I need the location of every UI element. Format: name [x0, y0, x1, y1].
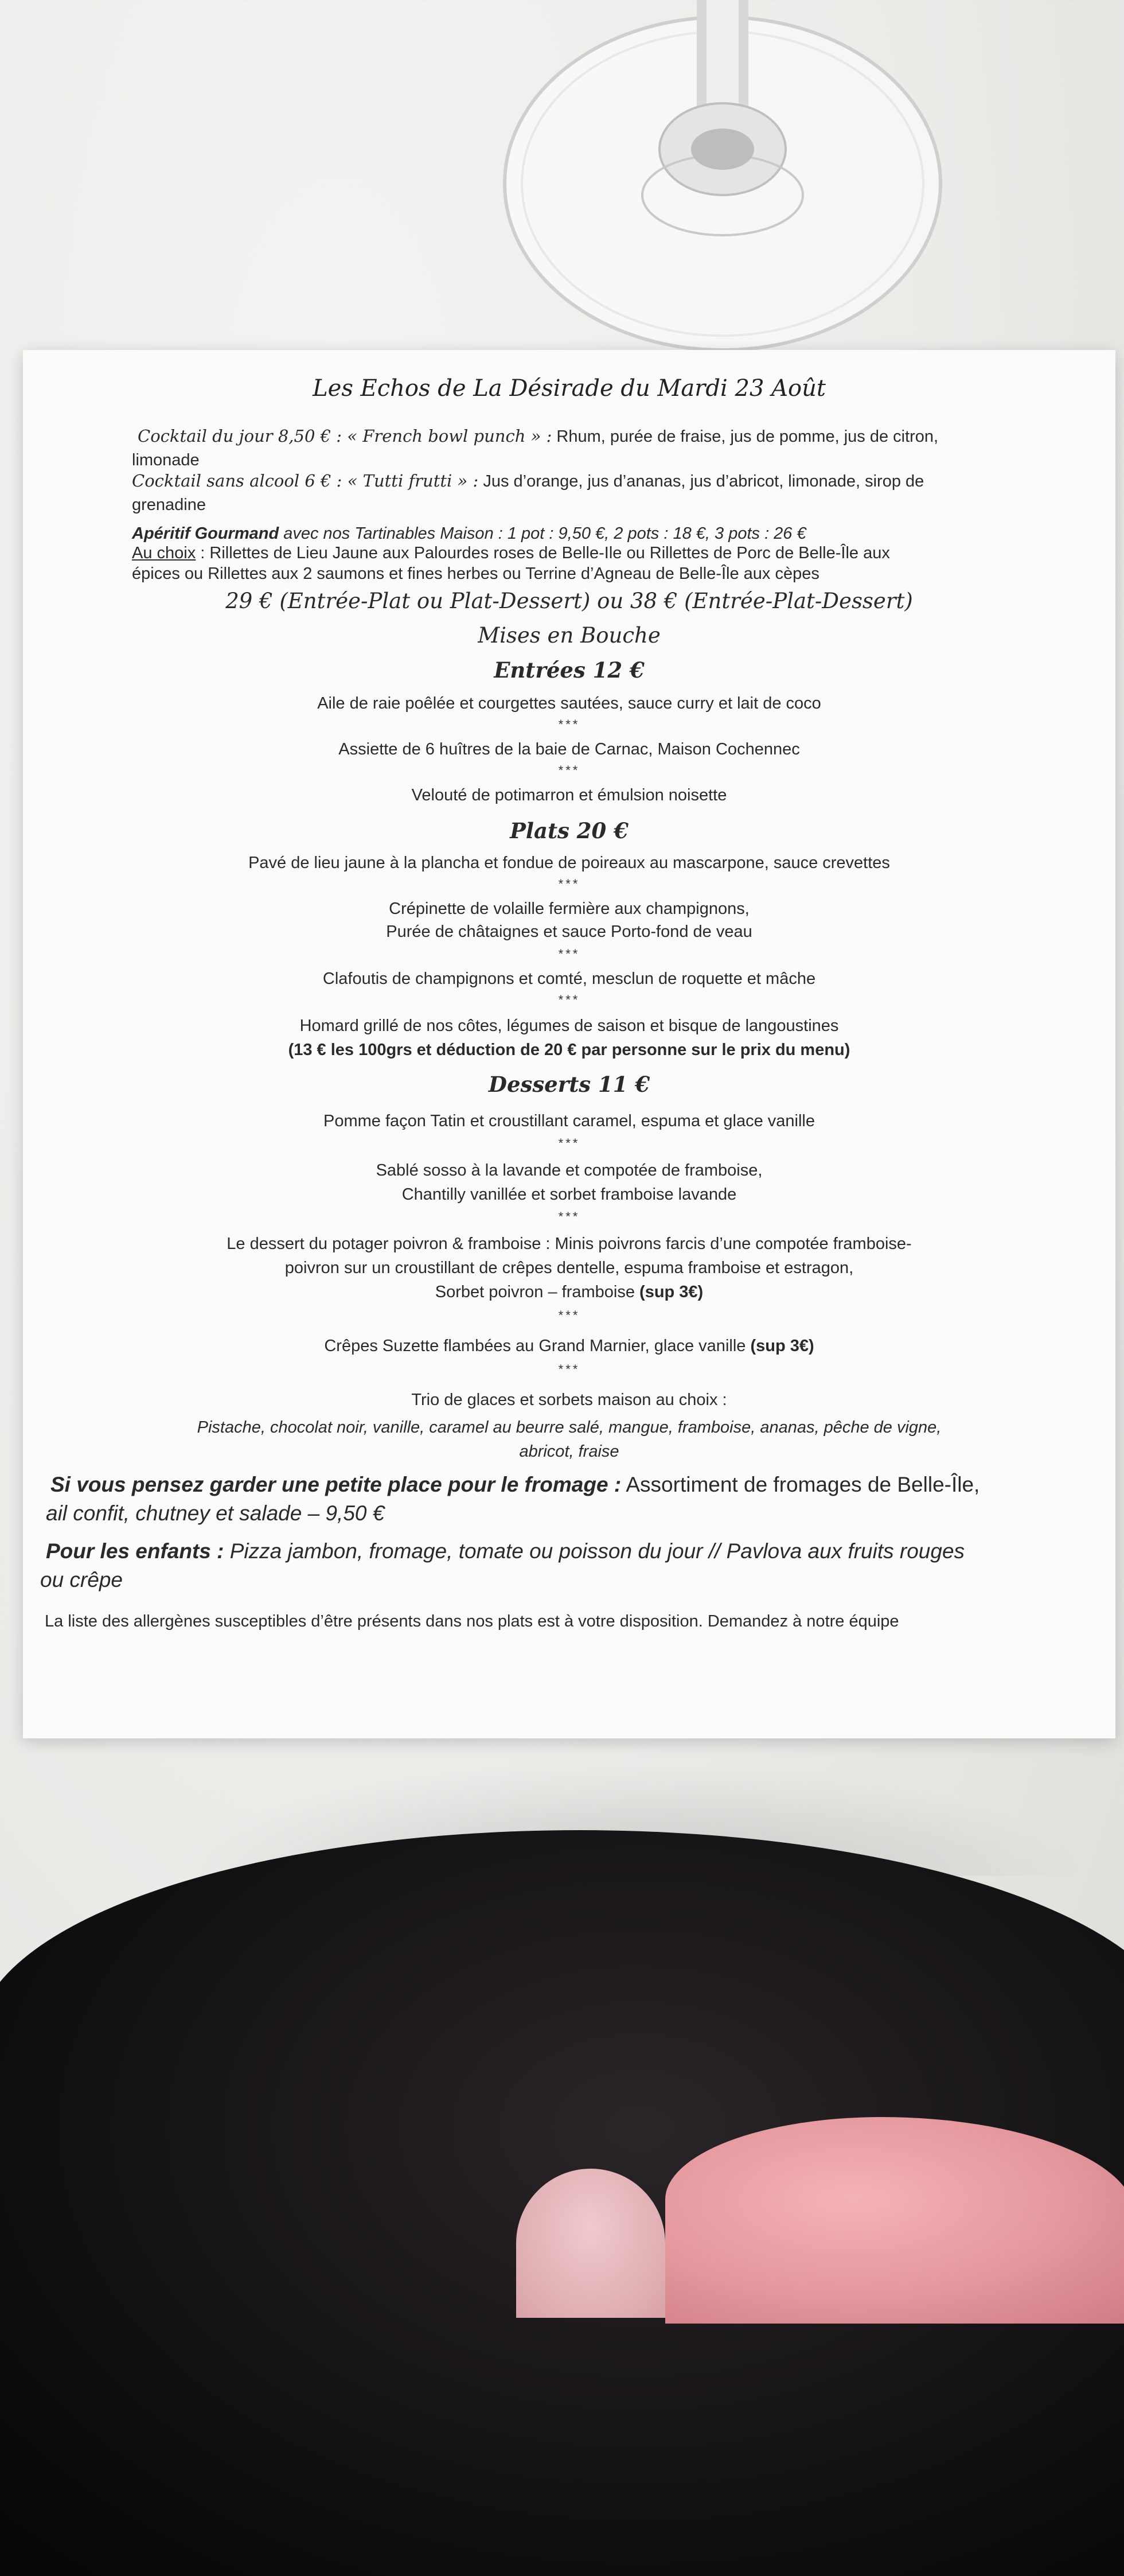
separator: *** [558, 1136, 580, 1150]
mocktail-line [132, 469, 1107, 493]
separator: *** [558, 1209, 580, 1224]
kids-line-2: ou crêpe [40, 1568, 123, 1591]
dessert-item-text: Crêpes Suzette flambées au Grand Marnier, glace vanille [324, 1337, 751, 1355]
separator: *** [558, 763, 580, 777]
kids-line [46, 1538, 1113, 1565]
wine-glass-icon [493, 0, 952, 367]
plat-item-line-2: Purée de châtaignes et sauce Porto-fond de veau [386, 923, 752, 941]
dessert-item-text: Sorbet poivron – framboise [435, 1283, 640, 1301]
entrees-heading: Entrées 12 € [494, 657, 645, 683]
choice-text: : Rillettes de Lieu Jaune aux Palourdes roses de Belle-Ile ou Rillettes de Porc de Belle-Île aux [196, 544, 890, 562]
plat-item-note: (13 € les 100grs et déduction de 20 € par personne sur le prix du menu) [288, 1041, 850, 1059]
aperitif-label: Apéritif Gourmand [132, 524, 279, 543]
desserts-heading: Desserts 11 € [488, 1072, 650, 1097]
separator: *** [558, 1308, 580, 1322]
dessert-item [23, 1334, 1115, 1357]
dessert-item: Pomme façon Tatin et croustillant caramel, espuma et glace vanille [323, 1112, 815, 1130]
choice-label: Au choix [132, 544, 196, 562]
dessert-flavors-line-2: abricot, fraise [519, 1442, 619, 1461]
mises-heading: Mises en Bouche [478, 623, 661, 648]
plat-item: Homard grillé de nos côtes, légumes de saison et bisque de langoustines [299, 1017, 839, 1035]
cheese-text: Assortiment de fromages de Belle-Île, [621, 1473, 980, 1496]
dessert-item: Trio de glaces et sorbets maison au choix : [411, 1391, 727, 1409]
cocktail-label: Cocktail du jour 8,50 € : « French bowl punch » : [138, 426, 552, 446]
entree-item: Velouté de potimarron et émulsion noisette [411, 786, 727, 804]
dessert-item-line-2: poivron sur un croustillant de crêpes dentelle, espuma framboise et estragon, [284, 1259, 854, 1277]
separator: *** [558, 1362, 580, 1376]
supplement-badge: (sup 3€) [639, 1283, 704, 1301]
dessert-item: Sablé sosso à la lavande et compotée de framboise, [376, 1161, 763, 1180]
plats-heading: Plats 20 € [510, 818, 629, 843]
plat-item: Clafoutis de champignons et comté, mesclun de roquette et mâche [322, 970, 816, 988]
aperitif-text: avec nos Tartinables Maison : 1 pot : 9,50 €, 2 pots : 18 €, 3 pots : 26 € [279, 524, 806, 543]
dessert-flavors: Pistache, chocolat noir, vanille, caramel au beurre salé, mangue, framboise, ananas, pêche de vigne, [197, 1418, 942, 1437]
plat-item: Pavé de lieu jaune à la plancha et fondue de poireaux au mascarpone, sauce crevettes [248, 854, 890, 872]
dessert-item: Le dessert du potager poivron & framboise : Minis poivrons farcis d’une compotée framboise- [227, 1235, 912, 1253]
kids-text: Pizza jambon, fromage, tomate ou poisson du jour // Pavlova aux fruits rouges [224, 1539, 965, 1563]
entree-item: Assiette de 6 huîtres de la baie de Carnac, Maison Cochennec [338, 740, 800, 758]
separator: *** [558, 947, 580, 961]
sorbet-scoop [665, 2117, 1124, 2324]
dessert-item-line-3 [23, 1281, 1115, 1303]
cheese-line-2: ail confit, chutney et salade – 9,50 € [46, 1501, 385, 1525]
cocktail-text: Rhum, purée de fraise, jus de pomme, jus de citron, [552, 427, 939, 446]
choice-line [132, 542, 1107, 565]
separator: *** [558, 877, 580, 891]
menu-sheet [23, 350, 1115, 1738]
mocktail-label: Cocktail sans alcool 6 € : « Tutti frutti » : [132, 471, 479, 491]
cocktail-line-2: limonade [132, 451, 200, 469]
cheese-label: Si vous pensez garder une petite place pour le fromage : [50, 1473, 622, 1496]
mocktail-line-2: grenadine [132, 496, 206, 514]
separator: *** [558, 993, 580, 1007]
entree-item: Aile de raie poêlée et courgettes sautées, sauce curry et lait de coco [317, 694, 821, 713]
sorbet-scoop [516, 2169, 665, 2318]
cheese-line [50, 1471, 1106, 1499]
kids-label: Pour les enfants : [46, 1539, 224, 1563]
menu-title: Les Echos de La Désirade du Mardi 23 Août [313, 375, 826, 402]
cocktail-line [138, 425, 1101, 448]
formula-line: 29 € (Entrée-Plat ou Plat-Dessert) ou 38 € (Entrée-Plat-Dessert) [225, 589, 913, 613]
dessert-item-line-2: Chantilly vanillée et sorbet framboise lavande [401, 1185, 737, 1204]
choice-line-2: épices ou Rillettes aux 2 saumons et fines herbes ou Terrine d’Agneau de Belle-Île aux cèpes [132, 565, 819, 583]
mocktail-text: Jus d’orange, jus d’ananas, jus d’abricot, limonade, sirop de [478, 472, 924, 491]
plat-item: Crépinette de volaille fermière aux champignons, [389, 900, 750, 918]
supplement-badge: (sup 3€) [750, 1337, 814, 1355]
allergen-notice: La liste des allergènes susceptibles d’être présents dans nos plats est à votre disposition. Demandez à notre équipe [45, 1612, 899, 1631]
separator: *** [558, 717, 580, 731]
